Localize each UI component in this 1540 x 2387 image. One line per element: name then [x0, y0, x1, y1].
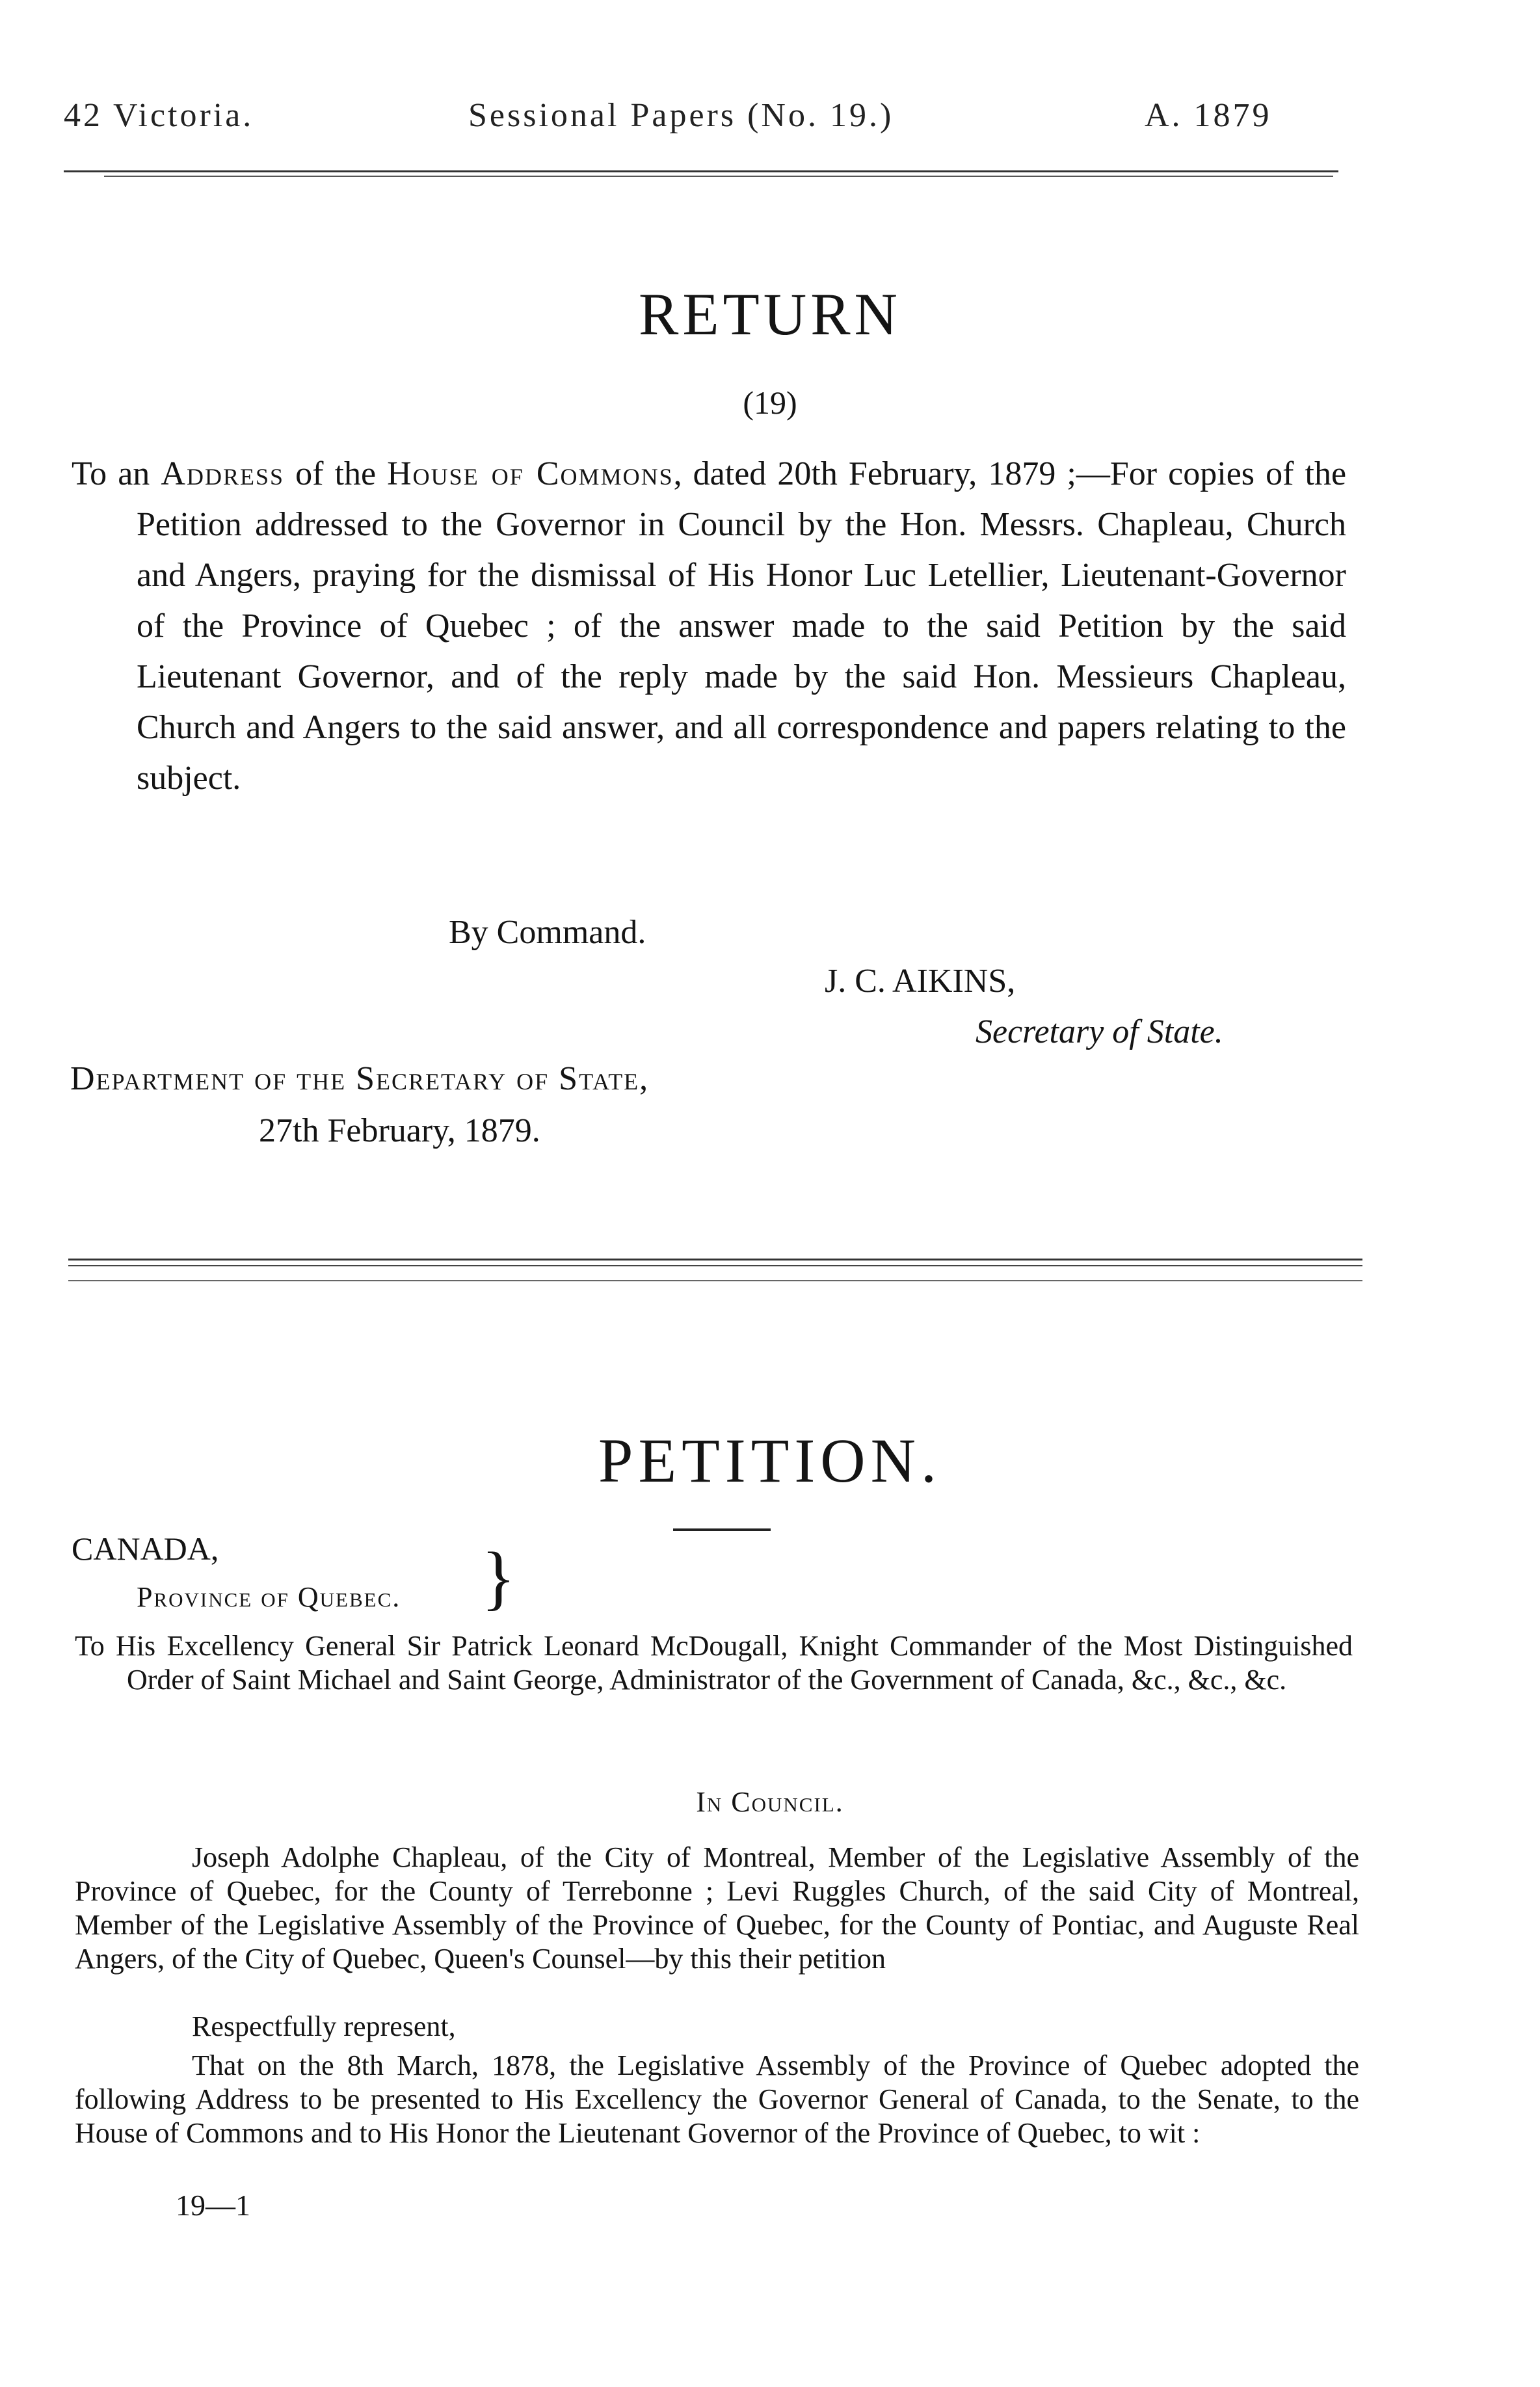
petition-body-2: Respectfully represent,: [192, 2010, 456, 2042]
section-separator-2: [68, 1265, 1362, 1266]
petition-body-1: Joseph Adolphe Chapleau, of the City of Montreal, Member of the Legislative Assembly of the Province of Quebec, for the County of Terrebonne ; Levi Ruggles Church, of the said City of Montreal, Member of the Legislative Assembly of the Province of Quebec, for the County of Pontiac, and Auguste Real Angers, of the City of Quebec, Queen's Counsel—by this their petition: [75, 1841, 1359, 1975]
signatory-title: Secretary of State.: [976, 1013, 1223, 1050]
address-body: , dated 20th February, 1879 ;—For copies of the Petition addressed to the Governor in Council by the Hon. Messrs. Chapleau, Church and Angers, praying for the dismissal of His Honor Luc Letellier, Lieutenant-Governor of the Province of Quebec ; of the answer made to the said Petition by the said Lieutenant Governor, and of the reply made by the said Hon. Messieurs Chapleau, Church and Angers to the said answer, and all correspondence and papers relating to the subject.: [137, 455, 1347, 797]
department-name: Department of the Secretary of State,: [70, 1060, 650, 1097]
petition-title: PETITION.: [598, 1426, 942, 1495]
header-rule: [64, 170, 1338, 172]
house-of-commons: House of Commons: [387, 455, 674, 492]
header-rule-2: [104, 176, 1333, 177]
section-separator: [68, 1259, 1362, 1260]
page-signature: 19—1: [176, 2189, 250, 2222]
place-province: Province of Quebec.: [137, 1581, 401, 1613]
return-number: (19): [743, 384, 797, 421]
address-label: Address: [161, 455, 284, 492]
department-date: 27th February, 1879.: [259, 1112, 540, 1149]
address-prefix: To an: [72, 455, 150, 492]
header-right: A. 1879: [1145, 97, 1272, 134]
place-country: CANADA,: [72, 1530, 219, 1567]
address-of-the: of the: [295, 455, 377, 492]
address-paragraph: [72, 449, 1346, 804]
petition-title-rule: [673, 1528, 771, 1531]
by-command: By Command.: [449, 914, 646, 951]
petition-body-3: That on the 8th March, 1878, the Legislative Assembly of the Province of Quebec adopted the following Address to be presented to His Excellency the Governor General of Canada, to the Senate, to the House of Commons and to His Honor the Lieutenant Governor of the Province of Quebec, to wit :: [75, 2049, 1359, 2149]
signatory-name: J. C. AIKINS,: [825, 963, 1016, 1000]
page-title: RETURN: [639, 281, 901, 347]
in-council: In Council.: [696, 1786, 844, 1818]
header-center: Sessional Papers (No. 19.): [468, 97, 894, 134]
place-brace: }: [481, 1538, 516, 1617]
section-separator-3: [68, 1280, 1362, 1281]
petition-addressee: To His Excellency General Sir Patrick Leonard McDougall, Knight Commander of the Most Distinguished Order of Saint Michael and Saint George, Administrator of the Government of Canada, &c., &c., &c.: [75, 1630, 1353, 1696]
header-left: 42 Victoria.: [64, 97, 254, 134]
